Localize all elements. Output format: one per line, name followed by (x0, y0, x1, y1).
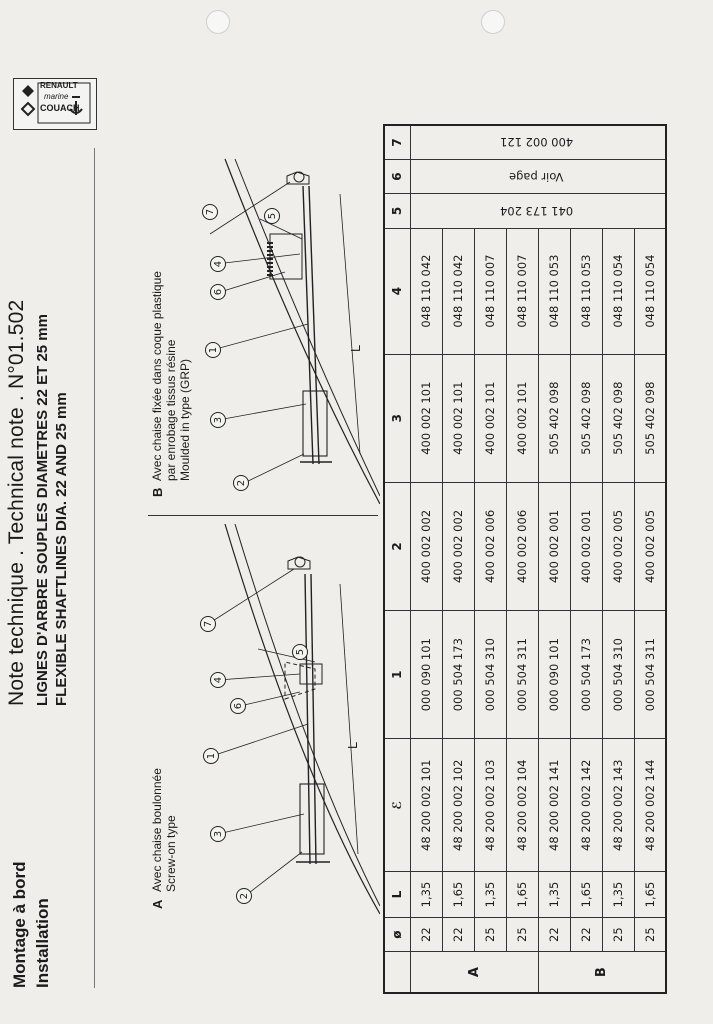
diagram-b-caption-en: Moulded in type (GRP) (178, 358, 192, 481)
shaftline-diagram-a (190, 524, 380, 924)
callout-5: 5 (264, 208, 280, 224)
table-cell: 400 002 005 (602, 482, 634, 610)
callout-3: 3 (210, 826, 226, 842)
table-cell: 400 002 006 (474, 482, 506, 610)
table-cell: 000 090 101 (538, 611, 570, 739)
group-label-b: B (538, 952, 666, 993)
table-cell: 1,35 (474, 872, 506, 918)
table-cell: 400 002 101 (442, 354, 474, 482)
callout-6: 6 (230, 698, 246, 714)
table-cell: 400 002 101 (506, 354, 538, 482)
table-cell: 400 002 002 (410, 482, 442, 610)
table-header-col2: 2 (384, 482, 410, 610)
table-cell: 48 200 002 143 (602, 739, 634, 872)
length-label-b: L (348, 344, 363, 352)
table-header-row (384, 125, 410, 993)
table-cell: 505 402 098 (602, 354, 634, 482)
callout-2: 2 (233, 475, 249, 491)
length-label-a: L (345, 741, 360, 749)
table-header-assembly: ℰ (384, 739, 410, 872)
table-cell: 1,65 (634, 872, 666, 918)
callout-1: 1 (205, 342, 221, 358)
table-cell: 048 110 007 (474, 228, 506, 354)
diagram-a-caption-fr: Avec chaise boulonnée (150, 768, 164, 892)
table-cell: 400 002 001 (538, 482, 570, 610)
table-cell: 048 110 042 (442, 228, 474, 354)
table-cell: 48 200 002 142 (570, 739, 602, 872)
table-cell: 22 (570, 917, 602, 951)
table-cell: 505 402 098 (570, 354, 602, 482)
table-row (474, 125, 506, 993)
table-header-col1: 1 (384, 611, 410, 739)
table-row (442, 125, 474, 993)
table-header-length: L (384, 872, 410, 918)
table-col7-value (410, 125, 666, 159)
table-cell: 000 504 173 (570, 611, 602, 739)
callout-7: 7 (202, 204, 218, 220)
section-line1: Montage à bord (10, 861, 29, 988)
table-cell: 048 110 054 (602, 228, 634, 354)
subtitle-en: FLEXIBLE SHAFTLINES DIA. 22 AND 25 mm (53, 392, 70, 706)
table-col7-text: 400 002 121 (499, 135, 573, 150)
table-cell: 48 200 002 103 (474, 739, 506, 872)
table-header-col6: 6 (384, 159, 410, 193)
callout-4: 4 (210, 672, 226, 688)
table-cell: 48 200 002 144 (634, 739, 666, 872)
table-header-diameter: ø (384, 917, 410, 951)
table-cell: 48 200 002 102 (442, 739, 474, 872)
table-row (506, 125, 538, 993)
table-cell: 400 002 006 (506, 482, 538, 610)
callout-4: 4 (210, 256, 226, 272)
group-label-a: A (410, 952, 538, 993)
table-cell: 000 504 173 (442, 611, 474, 739)
parts-table (383, 124, 667, 994)
table-cell: 048 110 054 (634, 228, 666, 354)
table-row (410, 125, 442, 993)
table-cell: 048 110 007 (506, 228, 538, 354)
table-cell: 048 110 053 (538, 228, 570, 354)
table-cell: 48 200 002 101 (410, 739, 442, 872)
table-cell: 048 110 053 (570, 228, 602, 354)
table-cell: 25 (506, 917, 538, 951)
callout-7: 7 (200, 616, 216, 632)
table-row (602, 125, 634, 993)
table-cell: 505 402 098 (538, 354, 570, 482)
table-cell: 1,65 (506, 872, 538, 918)
diagram-b-caption-fr2: par enrobage tissus résine (164, 339, 178, 481)
table-cell: 400 002 101 (474, 354, 506, 482)
subtitle-fr: LIGNES D'ARBRE SOUPLES DIAMETRES 22 ET 25 mm (34, 314, 51, 706)
table-cell: 1,65 (442, 872, 474, 918)
table-cell: 1,35 (538, 872, 570, 918)
callout-3: 3 (210, 412, 226, 428)
table-header-col5: 5 (384, 194, 410, 228)
table-cell: 400 002 005 (634, 482, 666, 610)
table-cell: 25 (474, 917, 506, 951)
logo-text-2: marine (44, 92, 69, 101)
table-cell: 400 002 101 (410, 354, 442, 482)
diagram-b-letter: B (150, 487, 165, 497)
diagram-a-letter: A (150, 899, 165, 909)
table-header-group (384, 952, 410, 993)
table-cell: 000 090 101 (410, 611, 442, 739)
table-cell: 48 200 002 104 (506, 739, 538, 872)
table-cell: 000 504 311 (634, 611, 666, 739)
callout-1: 1 (203, 748, 219, 764)
section-line2: Installation (33, 898, 52, 988)
table-cell: 22 (538, 917, 570, 951)
callout-5: 5 (292, 644, 308, 660)
table-cell: 48 200 002 141 (538, 739, 570, 872)
table-cell: 22 (410, 917, 442, 951)
table-cell: 1,35 (410, 872, 442, 918)
table-row (538, 125, 570, 993)
table-header-col7: 7 (384, 125, 410, 159)
table-col6-text: Voir page (509, 169, 564, 184)
table-cell: 000 504 310 (474, 611, 506, 739)
table-cell: 25 (602, 917, 634, 951)
table-cell: 1,35 (602, 872, 634, 918)
table-cell: 000 504 311 (506, 611, 538, 739)
table-cell: 1,65 (570, 872, 602, 918)
table-col5-value (410, 194, 666, 228)
table-cell: 25 (634, 917, 666, 951)
logo-text-1: RENAULT (40, 81, 78, 90)
table-cell: 22 (442, 917, 474, 951)
table-cell: 000 504 310 (602, 611, 634, 739)
shaftline-diagram-b (190, 154, 380, 504)
diagram-a-caption-en: Screw-on type (164, 815, 178, 892)
callout-2: 2 (236, 888, 252, 904)
table-cell: 400 002 002 (442, 482, 474, 610)
table-header-col3: 3 (384, 354, 410, 482)
page-title: Note technique . Technical note . N°01.502 (5, 299, 28, 706)
table-row (634, 125, 666, 993)
callout-6: 6 (210, 284, 226, 300)
logo-text-3: COUACH (40, 103, 80, 113)
diagram-divider (148, 515, 378, 516)
diagram-b-caption-fr1: Avec chaise fixée dans coque plastique (150, 271, 164, 481)
table-col5-text: 041 173 204 (499, 203, 573, 218)
table-cell: 400 002 001 (570, 482, 602, 610)
table-col6-value (410, 159, 666, 193)
table-cell: 505 402 098 (634, 354, 666, 482)
table-header-col4: 4 (384, 228, 410, 354)
table-cell: 048 110 042 (410, 228, 442, 354)
table-row (570, 125, 602, 993)
